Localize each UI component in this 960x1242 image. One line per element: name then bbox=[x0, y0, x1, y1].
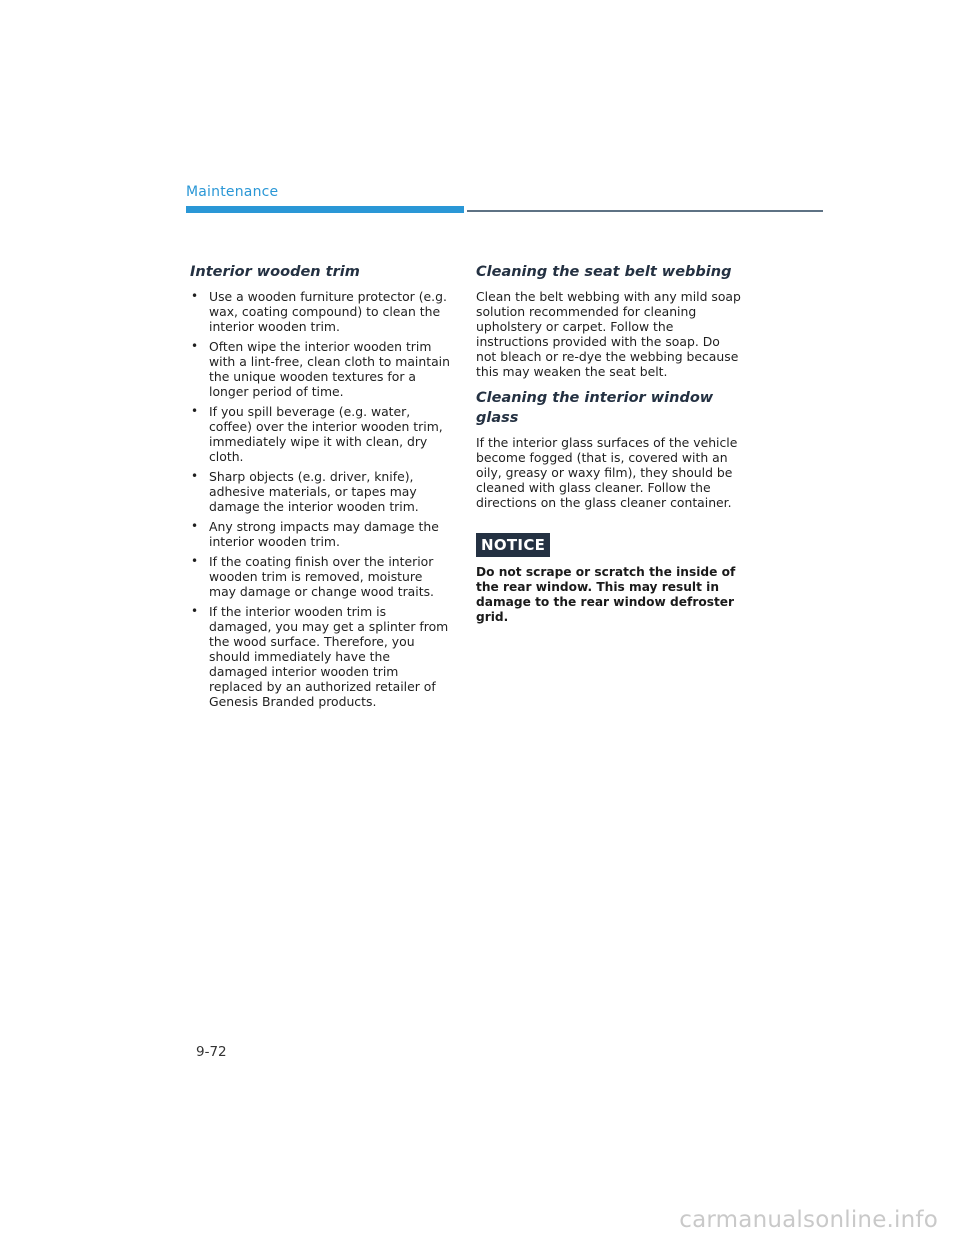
list-item: • If the coating finish over the interior wooden trim is removed, moisture may damage or change wood traits. bbox=[191, 554, 434, 599]
watermark: carmanualsonline.info bbox=[679, 1207, 938, 1233]
bullet-icon: • bbox=[191, 604, 199, 618]
left-column bbox=[190, 262, 452, 714]
bullet-icon: • bbox=[191, 519, 199, 533]
window-glass-paragraph: If the interior glass surfaces of the vehicle become fogged (that is, covered with an oily, greasy or waxy film), they should be cleaned with glass cleaner. Follow the directions on the glass cleaner container. bbox=[476, 435, 738, 510]
notice-badge: NOTICE bbox=[476, 533, 550, 557]
header-rule bbox=[467, 210, 823, 212]
wooden-trim-list bbox=[190, 289, 452, 709]
bullet-icon: • bbox=[191, 554, 199, 568]
notice-text: Do not scrape or scratch the inside of the rear window. This may result in damage to the rear window defroster grid. bbox=[476, 565, 736, 624]
header-accent-rule bbox=[186, 206, 464, 213]
list-item: • If the interior wooden trim is damaged, you may get a splinter from the wood surface. Therefore, you should immediately have the damaged interior wooden trim replaced by an authorized retailer of Genesis Branded products. bbox=[191, 604, 449, 709]
bullet-icon: • bbox=[191, 289, 199, 303]
bullet-icon: • bbox=[191, 339, 199, 353]
bullet-icon: • bbox=[191, 404, 199, 418]
list-item: • Often wipe the interior wooden trim with a lint-free, clean cloth to maintain the unique wooden textures for a longer period of time. bbox=[191, 339, 450, 399]
seatbelt-paragraph: Clean the belt webbing with any mild soap solution recommended for cleaning upholstery or carpet. Follow the instructions provided with the soap. Do not bleach or re-dye the webbing because this may weaken the seat belt. bbox=[476, 289, 741, 379]
right-column bbox=[476, 262, 744, 625]
list-item: • If you spill beverage (e.g. water, coffee) over the interior wooden trim, immediately wipe it with clean, dry cloth. bbox=[191, 404, 443, 464]
bullet-icon: • bbox=[191, 469, 199, 483]
page-number: 9-72 bbox=[196, 1044, 227, 1060]
list-item: • Sharp objects (e.g. driver, knife), adhesive materials, or tapes may damage the interior wooden trim. bbox=[191, 469, 419, 514]
window-glass-heading: Cleaning the interior window glass bbox=[476, 390, 714, 426]
wooden-trim-heading: Interior wooden trim bbox=[190, 264, 360, 280]
section-title: Maintenance bbox=[186, 184, 279, 200]
list-item: • Any strong impacts may damage the interior wooden trim. bbox=[191, 519, 439, 549]
seatbelt-heading: Cleaning the seat belt webbing bbox=[476, 264, 732, 280]
list-item: • Use a wooden furniture protector (e.g. wax, coating compound) to clean the interior wooden trim. bbox=[191, 289, 447, 334]
